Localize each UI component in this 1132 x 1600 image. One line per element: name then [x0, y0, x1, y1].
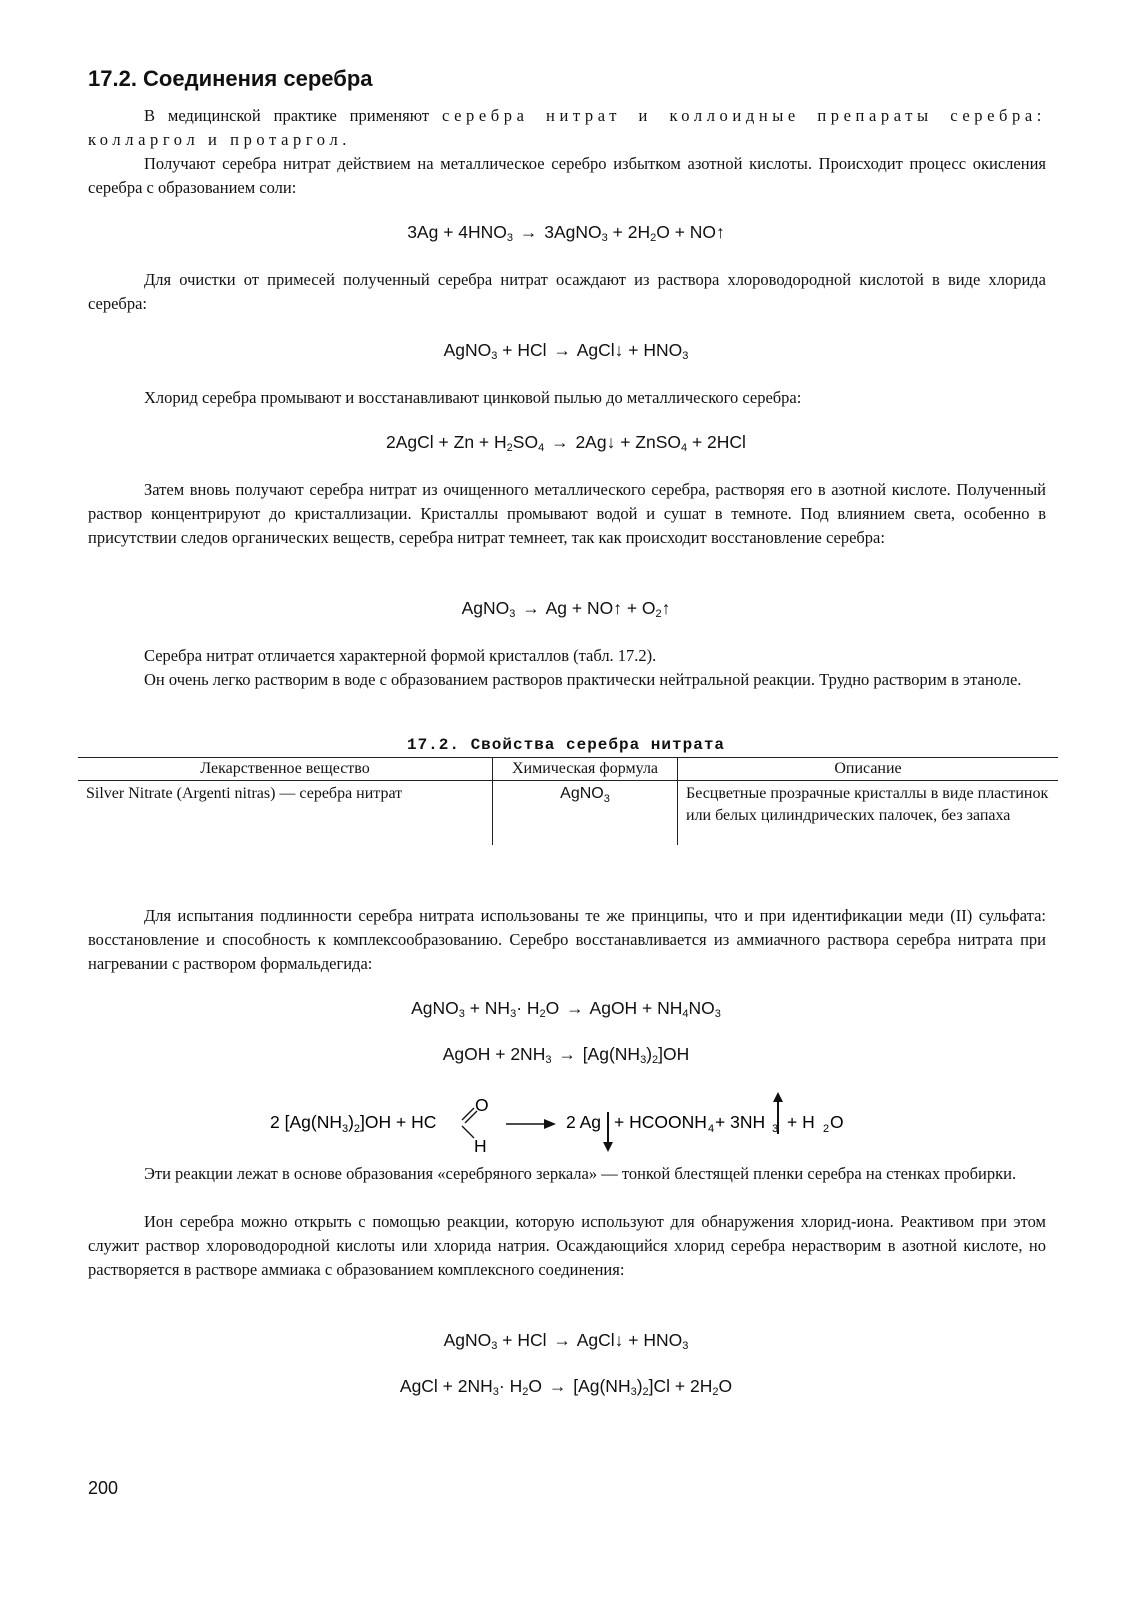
- paragraph-6-text: Серебра нитрат отличается характерной формой кристаллов (табл. 17.2).: [144, 646, 657, 665]
- svg-text:+ H: + H: [787, 1112, 815, 1132]
- paragraph-7: [88, 668, 1046, 692]
- table-header-row: [78, 758, 1058, 781]
- section-title: 17.2. Соединения серебра: [88, 66, 373, 91]
- paragraph-8: [88, 904, 1046, 976]
- paragraph-1: [88, 104, 1046, 152]
- header-description: Описание: [678, 758, 1059, 781]
- paragraph-4: [88, 386, 1046, 410]
- page-number: 200: [88, 1478, 119, 1498]
- properties-table: [78, 757, 1058, 845]
- svg-text:2 [Ag(NH3)2]OH + HC: 2 $[Ag(NH_3)_2]OH$ + HC: [270, 1112, 437, 1135]
- paragraph-5: [88, 478, 1046, 550]
- equation-4: AgNO$_3$ → Ag + NO↑ + $O_2↑$: [461, 598, 671, 620]
- svg-text:2: 2: [823, 1123, 830, 1135]
- paragraph-7-text: Он очень легко растворим в воде с образованием растворов практически нейтральной реакции. Трудно растворим в этаноле.: [144, 670, 1022, 689]
- paragraph-2-text: Получают серебра нитрат действием на металлическое серебро избытком азотной кислоты. Происходит процесс окисления серебра с образованием соли:: [88, 154, 1046, 197]
- header-substance: Лекарственное вещество: [78, 758, 493, 781]
- paragraph-2: [88, 152, 1046, 200]
- svg-text:+ HCOONH: + HCOONH: [614, 1112, 707, 1132]
- paragraph-3-text: Для очистки от примесей полученный серебра нитрат осаждают из раствора хлороводородной кислотой в виде хлорида серебра:: [88, 270, 1046, 313]
- paragraph-9: [88, 1162, 1046, 1186]
- equation-8: AgCl + $2NH_3\cdot H_2O \to [Ag(NH_3)_2]Cl + 2H_2O$: [399, 1376, 733, 1398]
- silver-mirror-reaction: [260, 1090, 880, 1160]
- svg-text:+ 3NH: + 3NH: [715, 1112, 766, 1132]
- equation-5: AgNO$_3$ + $NH_3\cdot H_2O$ → AgOH + $NH_4NO_3$: [411, 998, 721, 1020]
- equation-7: AgNO$_3$ + HCl → AgCl↓ + $HNO_3$: [443, 1330, 689, 1352]
- equation-6: AgOH + $2NH_3 \to [Ag(NH_3)_2]OH$: [442, 1044, 690, 1066]
- cell-substance: Silver Nitrate (Argenti nitras) — серебра нитрат: [86, 785, 403, 802]
- paragraph-8-text: Для испытания подлинности серебра нитрата использованы те же принципы, что и при идентификации меди (II) сульфата: восстановление и способность к комплексообразованию. Серебро восстанавливается из аммиачного раствора серебра нитрата при нагревании с раствором формальдегида:: [88, 906, 1046, 973]
- paragraph-1-lead: В медицинской практике применяют: [144, 106, 442, 125]
- table-row: [78, 781, 1058, 846]
- svg-text:3: 3: [772, 1123, 779, 1135]
- svg-text:2 Ag: 2 Ag: [566, 1112, 602, 1132]
- paragraph-9-text: Эти реакции лежат в основе образования «серебряного зеркала» — тонкой блестящей пленки серебра на стенках пробирки.: [144, 1164, 1017, 1183]
- table-caption: 17.2. Свойства серебра нитрата: [406, 736, 726, 754]
- paragraph-4-text: Хлорид серебра промывают и восстанавливают цинковой пылью до металлического серебра:: [144, 388, 802, 407]
- equation-3: 2AgCl + $Zn + H_2SO_4$ → 2Ag↓ + ZnSO$_4$ + 2HCl: [386, 432, 746, 454]
- svg-text:4: 4: [708, 1123, 715, 1135]
- paragraph-6: [88, 644, 1046, 668]
- paragraph-3: [88, 268, 1046, 316]
- cell-formula: AgNO$_3$: [493, 781, 678, 846]
- paragraph-10-text: Ион серебра можно открыть с помощью реакции, которую используют для обнаружения хлорид-иона. Реактивом при этом служит раствор хлороводородной кислоты или хлорида натрия. Осаждающийся хлорид серебра нерастворим в азотной кислоте, но растворяется в растворе аммиака с образованием комплексного соединения:: [88, 1212, 1046, 1279]
- equation-1: $3Ag + 4HNO_3$ → 3AgNO$_3$ + $2H_2O$ + NO↑: [407, 222, 725, 244]
- header-formula: Химическая формула: [493, 758, 678, 781]
- paragraph-10: [88, 1210, 1046, 1282]
- svg-text:O: O: [475, 1095, 489, 1115]
- paragraph-5-text: Затем вновь получают серебра нитрат из очищенного металлического серебра, растворяя его в азотной кислоте. Полученный раствор концентрируют до кристаллизации. Кристаллы промывают водой и сушат в темноте. Под влиянием света, особенно в присутствии следов органических веществ, серебра нитрат темнеет, так как происходит восстановление серебра:: [88, 480, 1046, 547]
- svg-text:H: H: [474, 1136, 487, 1156]
- equation-2: AgNO$_3$ + HCl → AgCl↓ + $HNO_3$: [443, 340, 689, 362]
- paragraph-1-spaced: серебра нитрат и коллоидные препараты серебра: колларгол и протаргол.: [88, 106, 1046, 149]
- svg-text:O: O: [830, 1112, 844, 1132]
- cell-description: Бесцветные прозрачные кристаллы в виде пластинок или белых цилиндрических палочек, без запаха: [678, 781, 1059, 846]
